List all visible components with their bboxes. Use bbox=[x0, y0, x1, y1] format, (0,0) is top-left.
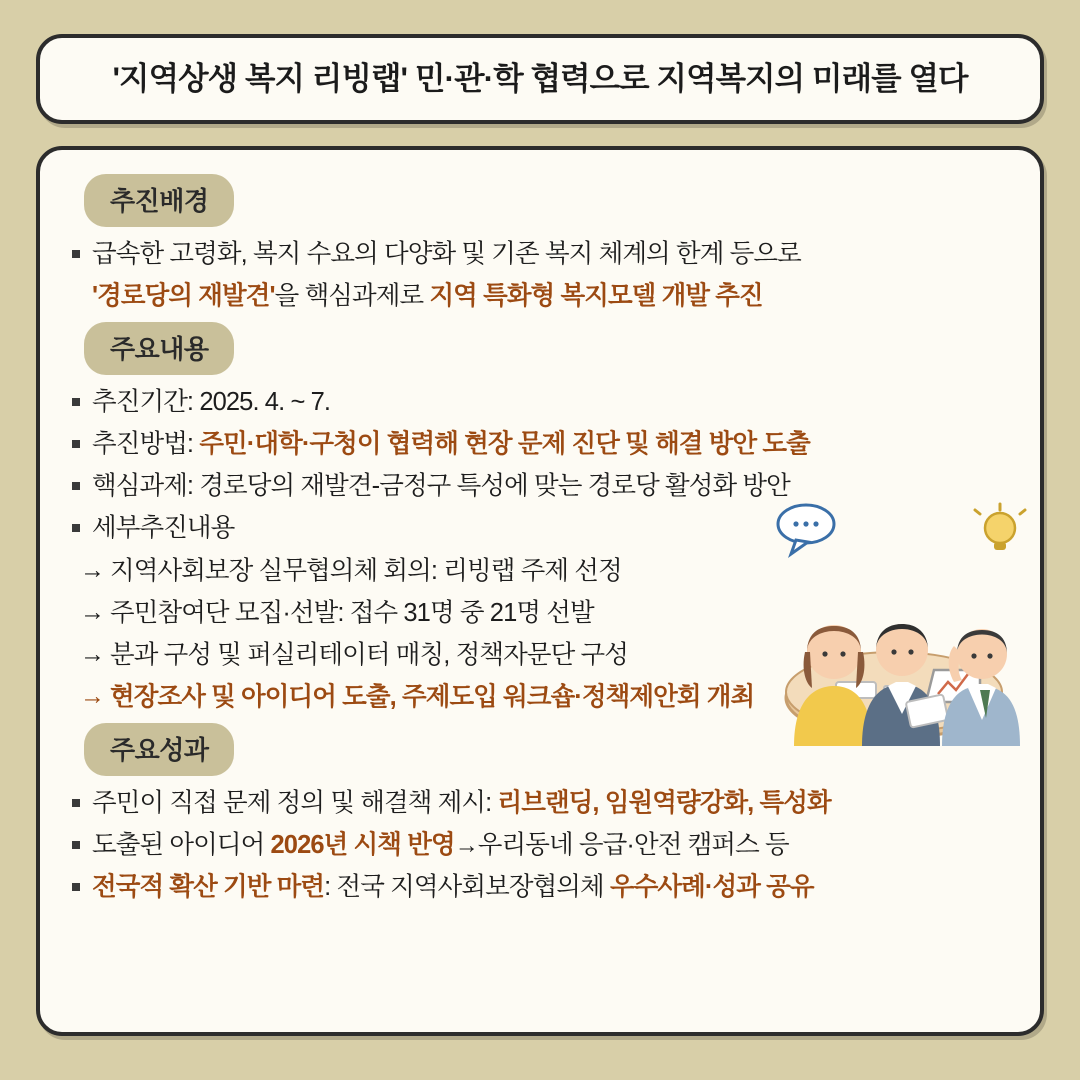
results-line-2-tail: 우리동네 응급·안전 캠퍼스 등 bbox=[477, 830, 789, 859]
arrow-icon: → bbox=[80, 555, 105, 584]
main-period-value: 2025. 4. ~ 7. bbox=[199, 387, 331, 416]
main-method-label: 추진방법: bbox=[92, 429, 200, 458]
arrow-icon: → bbox=[80, 640, 105, 668]
section-tag-results: 주요성과 bbox=[84, 723, 234, 776]
main-detail-item-1 bbox=[66, 550, 1014, 592]
results-line-1-label: 주민이 직접 문제 정의 및 해결책 제시: bbox=[92, 788, 498, 817]
main-detail-label bbox=[66, 507, 1014, 549]
content-card bbox=[36, 146, 1044, 1036]
main-detail-label-text: 세부추진내용 bbox=[92, 514, 235, 543]
main-task-label: 핵심과제: bbox=[92, 472, 200, 500]
results-line-1-highlight: 리브랜딩, 임원역량강화, 특성화 bbox=[497, 788, 831, 817]
main-method bbox=[66, 423, 1014, 465]
background-line-1-text: 급속한 고령화, 복지 수요의 다양화 및 기존 복지 체계의 한계 등으로 bbox=[92, 240, 801, 268]
background-list bbox=[66, 233, 1014, 318]
results-line-3-tail: 우수사례·성과 공유 bbox=[609, 873, 814, 901]
main-task bbox=[66, 465, 1014, 507]
main-detail-item-3 bbox=[66, 634, 1014, 676]
main-detail-item-4 bbox=[66, 676, 1014, 718]
main-detail-item-4-text: 현장조사 및 아이디어 도출, 주제도입 워크숍·정책제안회 개최 bbox=[110, 683, 755, 712]
section-tag-background: 추진배경 bbox=[84, 174, 234, 227]
background-line-2 bbox=[66, 275, 1014, 317]
results-list bbox=[66, 782, 1014, 909]
arrow-icon: → bbox=[80, 682, 105, 711]
main-method-value: 주민·대학·구청이 협력해 현장 문제 진단 및 해결 방안 도출 bbox=[199, 429, 810, 458]
background-line-2-mid: 을 핵심과제로 bbox=[274, 282, 430, 311]
main-detail-item-2-text: 주민참여단 모집·선발: 접수 31명 중 21명 선발 bbox=[110, 598, 594, 627]
main-period bbox=[66, 381, 1014, 423]
results-line-2 bbox=[66, 824, 1014, 866]
main-detail-item-1-text: 지역사회보장 실무협의체 회의: 리빙랩 주제 선정 bbox=[110, 556, 622, 585]
section-tag-main: 주요내용 bbox=[84, 322, 234, 375]
title-card bbox=[36, 34, 1044, 124]
results-line-2-highlight: 2026년 시책 반영 bbox=[270, 830, 455, 859]
main-list bbox=[66, 381, 1014, 719]
main-period-label: 추진기간: bbox=[92, 387, 200, 416]
page-title: '지역상생 복지 리빙랩' 민·관·학 협력으로 지역복지의 미래를 열다 bbox=[112, 60, 968, 97]
background-line-1 bbox=[66, 233, 1014, 275]
results-line-3-highlight: 전국적 확산 기반 마련 bbox=[92, 873, 325, 901]
main-task-value: 경로당의 재발견-금정구 특성에 맞는 경로당 활성화 방안 bbox=[199, 472, 790, 500]
main-detail-item-3-text: 분과 구성 및 퍼실리테이터 매칭, 정책자문단 구성 bbox=[110, 641, 628, 669]
background-keyword: '경로당의 재발견' bbox=[92, 282, 275, 311]
results-line-1 bbox=[66, 782, 1014, 824]
results-line-2-label: 도출된 아이디어 bbox=[92, 830, 271, 859]
arrow-icon: → bbox=[454, 831, 478, 859]
results-line-3 bbox=[66, 866, 1014, 908]
background-line-2-highlight: 지역 특화형 복지모델 개발 추진 bbox=[429, 282, 763, 311]
arrow-icon: → bbox=[80, 597, 105, 626]
main-detail-item-2 bbox=[66, 592, 1014, 634]
results-line-3-mid: : 전국 지역사회보장협의체 bbox=[324, 873, 610, 901]
